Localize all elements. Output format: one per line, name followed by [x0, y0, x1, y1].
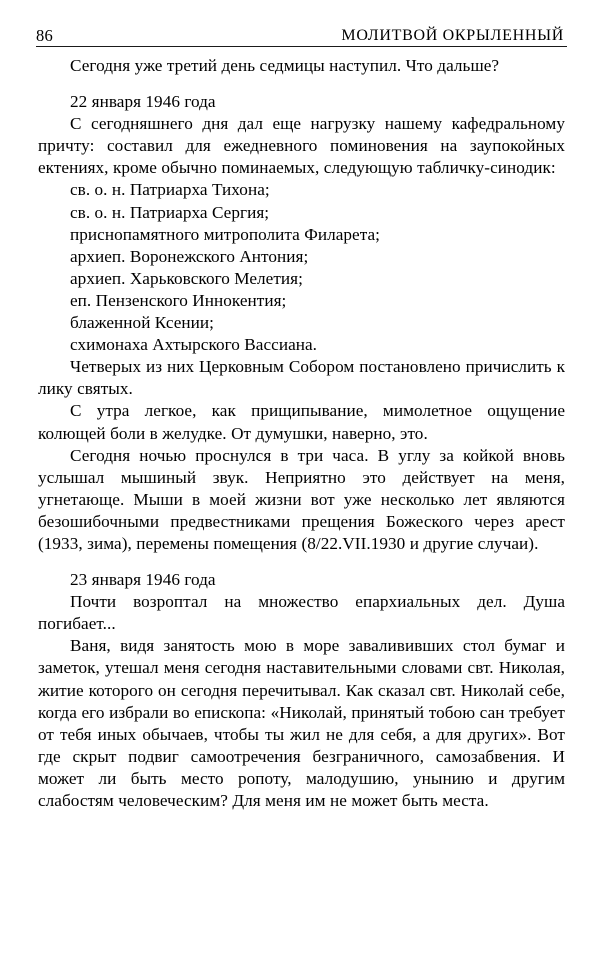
paragraph: Четверых из них Церковным Собором постановлено причислить к лику святых. — [38, 357, 565, 399]
running-header — [36, 18, 564, 44]
paragraph: Ваня, видя занятость мою в море завалививших стол бумаг и заметок, утешал меня сегодня наставительными словами свт. Николая, житие которого он сегодня перечитывал. Как сказал свт. Николай себе, когда его избрали во епископа: «Николай, принятый тобою сан требует от тебя иных обычаев, чтобы ты жил не для себя, а для других». Вот где скрыт подвиг самоотречения безграничного, самозабвения. И может ли быть место ропоту, малодушию, унынию и другим слабостям человеческим? Для меня им не может быть места. — [38, 636, 565, 810]
running-title: МОЛИТВОЙ ОКРЫЛЕННЫЙ — [341, 27, 564, 44]
paragraph: Сегодня уже третий день седмицы наступил. Что дальше? — [70, 56, 500, 75]
list-item: блаженной Ксении; — [70, 313, 215, 333]
list-item: св. о. н. Патриарха Тихона; — [70, 180, 270, 200]
list-item: еп. Пензенского Иннокентия; — [70, 290, 287, 310]
header-divider — [36, 46, 567, 47]
list-item: архиеп. Воронежского Антония; — [70, 246, 309, 266]
page-number: 86 — [36, 25, 53, 45]
paragraph-spacer — [38, 77, 565, 91]
date-heading: 22 января 1946 года — [70, 92, 216, 112]
paragraph-spacer — [38, 555, 565, 569]
paragraph: С утра легкое, как прищипывание, мимолетное ощущение колющей боли в желудке. От думушки, наверно, это. — [38, 401, 565, 443]
list-item: архиеп. Харьковского Мелетия; — [70, 268, 303, 288]
list-item: приснопамятного митрополита Филарета; — [70, 224, 380, 244]
paragraph: С сегодняшнего дня дал еще нагрузку нашему кафедральному причту: составил для ежедневного поминовения на заупокойных ектениях, кроме обычно поминаемых, следующую табличку-синодик: — [38, 114, 565, 178]
list-item: св. о. н. Патриарха Сергия; — [70, 202, 270, 222]
paragraph: Сегодня ночью проснулся в три часа. В углу за койкой вновь услышал мышиный звук. Неприятно это действует на меня, угнетающе. Мыши в моей жизни вот уже несколько лет являются безошибочными предвестниками прещения Божеского через арест (1933, зима), перемены помещения (8/22.VII.1930 и другие случаи). — [38, 445, 565, 553]
date-heading: 23 января 1946 года — [70, 570, 216, 590]
paragraph: Почти возроптал на множество епархиальных дел. Душа погибает... — [38, 592, 565, 634]
text-block — [38, 55, 565, 812]
commemoration-list — [38, 179, 565, 356]
list-item: схимонаха Ахтырского Вассиана. — [70, 335, 318, 355]
